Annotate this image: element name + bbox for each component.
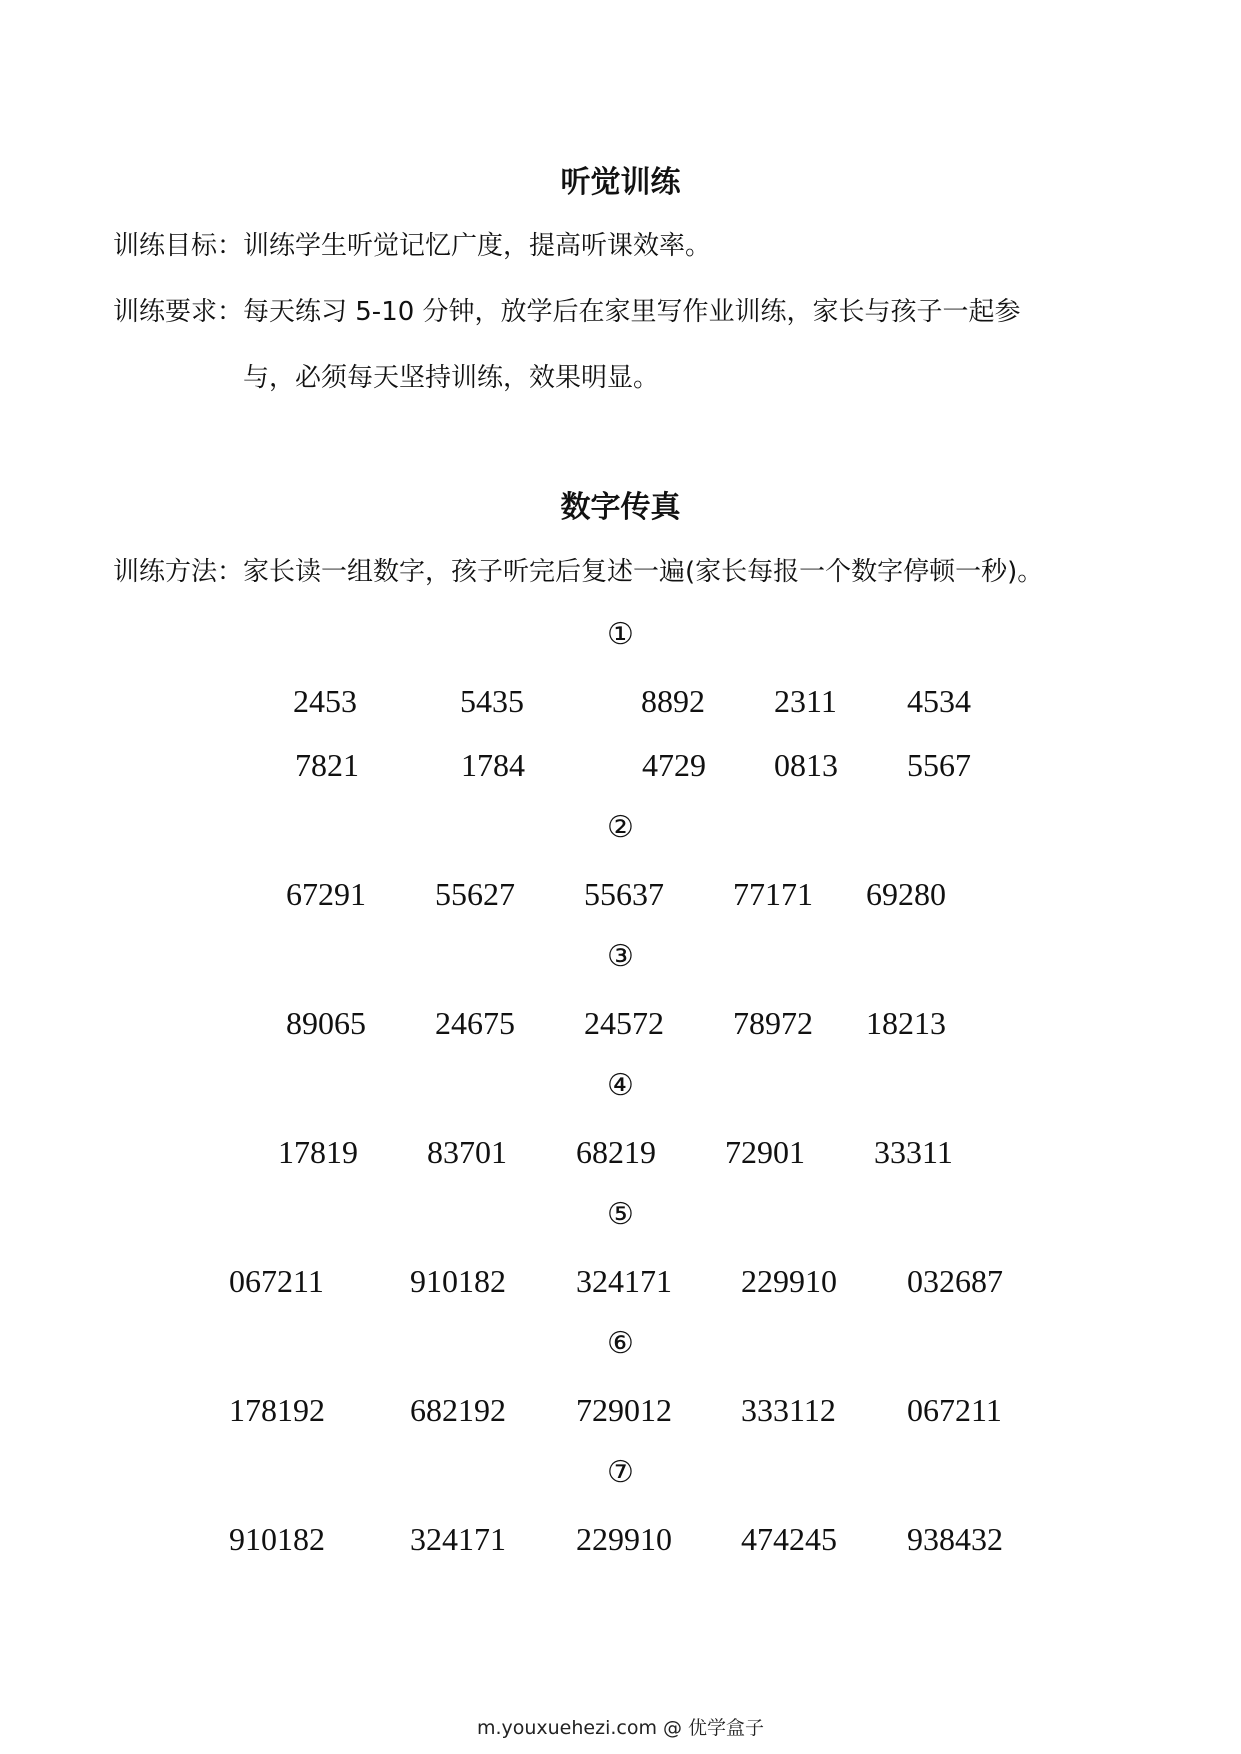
number-item: 333112 <box>741 1392 836 1428</box>
number-item: 1784 <box>461 747 525 783</box>
number-item: 0813 <box>774 747 838 783</box>
group-marker-7: ⑦ <box>607 1455 634 1490</box>
training-method: 训练方法：家长读一组数字，孩子听完后复述一遍(家长每报一个数字停顿一秒)。 <box>113 557 1044 587</box>
number-item: 229910 <box>741 1263 837 1299</box>
group-marker-4: ④ <box>607 1068 634 1103</box>
footer-watermark: m.youxuehezi.com @ 优学盒子 <box>476 1717 765 1739</box>
number-item: 4534 <box>907 683 971 719</box>
group-marker-1: ① <box>607 617 634 652</box>
number-item: 229910 <box>576 1521 672 1557</box>
number-row <box>0 1130 1241 1174</box>
number-row <box>0 743 1241 787</box>
group-marker-2: ② <box>607 810 634 845</box>
group-marker-5: ⑤ <box>607 1197 634 1232</box>
section-title: 数字传真 <box>560 490 681 525</box>
number-item: 910182 <box>410 1263 506 1299</box>
number-item: 178192 <box>229 1392 325 1428</box>
number-item: 8892 <box>641 683 705 719</box>
number-item: 24572 <box>584 1005 664 1041</box>
number-row <box>0 1259 1241 1303</box>
number-item: 5567 <box>907 747 971 783</box>
number-row <box>0 1001 1241 1045</box>
number-item: 67291 <box>286 876 366 912</box>
number-item: 324171 <box>576 1263 672 1299</box>
number-item: 324171 <box>410 1521 506 1557</box>
group-marker-6: ⑥ <box>607 1326 634 1361</box>
number-item: 17819 <box>278 1134 358 1170</box>
number-item: 89065 <box>286 1005 366 1041</box>
training-requirement-line-1: 训练要求：每天练习 5-10 分钟，放学后在家里写作业训练，家长与孩子一起参 <box>113 297 1021 327</box>
number-item: 067211 <box>229 1263 324 1299</box>
number-item: 24675 <box>435 1005 515 1041</box>
number-row <box>0 1517 1241 1561</box>
number-item: 72901 <box>725 1134 805 1170</box>
number-item: 2311 <box>774 683 837 719</box>
number-item: 55637 <box>584 876 664 912</box>
number-item: 682192 <box>410 1392 506 1428</box>
number-item: 2453 <box>293 683 357 719</box>
number-item: 78972 <box>733 1005 813 1041</box>
number-item: 55627 <box>435 876 515 912</box>
number-item: 032687 <box>907 1263 1003 1299</box>
page-title: 听觉训练 <box>560 165 681 200</box>
number-item: 7821 <box>295 747 359 783</box>
number-item: 18213 <box>866 1005 946 1041</box>
number-row <box>0 1388 1241 1432</box>
number-item: 910182 <box>229 1521 325 1557</box>
number-item: 33311 <box>874 1134 953 1170</box>
number-item: 5435 <box>460 683 524 719</box>
training-requirement-line-2: 与，必须每天坚持训练，效果明显。 <box>243 363 660 393</box>
number-item: 77171 <box>733 876 813 912</box>
number-item: 067211 <box>907 1392 1002 1428</box>
number-item: 68219 <box>576 1134 656 1170</box>
number-row <box>0 679 1241 723</box>
number-item: 83701 <box>427 1134 507 1170</box>
number-row <box>0 872 1241 916</box>
number-item: 729012 <box>576 1392 672 1428</box>
number-item: 938432 <box>907 1521 1003 1557</box>
training-goal: 训练目标：训练学生听觉记忆广度，提高听课效率。 <box>113 231 712 261</box>
number-item: 4729 <box>642 747 706 783</box>
group-marker-3: ③ <box>607 939 634 974</box>
number-item: 69280 <box>866 876 946 912</box>
number-item: 474245 <box>741 1521 837 1557</box>
